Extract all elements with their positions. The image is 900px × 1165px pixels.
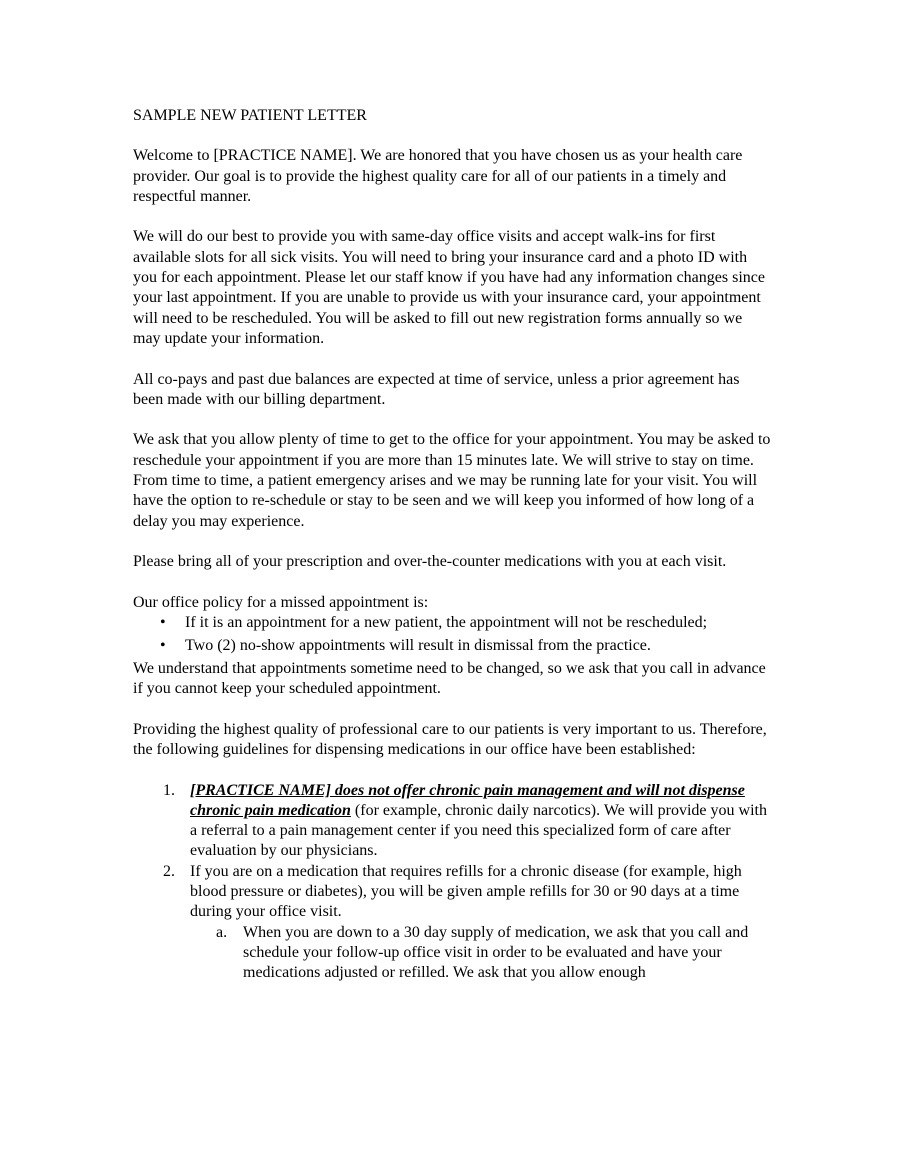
welcome-paragraph: Welcome to [PRACTICE NAME]. We are honored that you have chosen us as your health care provider. Our goal is to provide the highest quality care for all of our patients in a timely and respectful manner.	[133, 147, 743, 205]
pain-management-notice: [PRACTICE NAME] does not offer chronic pain management and will not dispense chronic pain medication	[190, 781, 745, 819]
letter-title: SAMPLE NEW PATIENT LETTER	[133, 107, 367, 124]
missed-policy-list	[133, 613, 773, 656]
list-item-number: 2.	[163, 862, 175, 880]
bullet-icon: •	[160, 614, 166, 632]
medication-guidelines-list	[133, 781, 773, 984]
list-item	[133, 862, 773, 984]
list-item	[133, 636, 773, 656]
lateness-paragraph: We ask that you allow plenty of time to get to the office for your appointment. You may be asked to reschedule your appointment if you are more than 15 minutes late. We will strive to stay on time. From time to time, a patient emergency arises and we may be running late for your visit. You will have the option to re-schedule or stay to be seen and we will keep you informed of how long of a delay you may experience.	[133, 431, 771, 530]
missed-policy-intro: Our office policy for a missed appointment is:	[133, 593, 429, 611]
visits-paragraph: We will do our best to provide you with same-day office visits and accept walk-ins for first available slots for all sick visits. You will need to bring your insurance card and a photo ID with you for each appointment. Please let our staff know if you have had any information changes since your last appointment. If you are unable to provide us with your insurance card, your appointment will need to be rescheduled. You will be asked to fill out new registration forms annually so we may update your information.	[133, 228, 765, 347]
list-item-text: If you are on a medication that requires refills for a chronic disease (for example, high blood pressure or diabetes), you will be given ample refills for 30 or 90 days at a time during your office visit.	[190, 862, 742, 921]
list-item-text: When you are down to a 30 day supply of medication, we ask that you call and schedule your follow-up office visit in order to be evaluated and have your medications adjusted or refilled. We ask that you allow enough	[243, 923, 749, 982]
list-item-text: Two (2) no-show appointments will result in dismissal from the practice.	[185, 636, 651, 654]
medications-bring-paragraph: Please bring all of your prescription and over-the-counter medications with you at each visit.	[133, 553, 727, 571]
list-item-text: If it is an appointment for a new patient, the appointment will not be rescheduled;	[185, 614, 708, 632]
medications-intro: Providing the highest quality of professional care to our patients is very important to us. Therefore, the following guidelines for dispensing medications in our office have been established:	[133, 720, 767, 758]
missed-policy-closing: We understand that appointments sometime need to be changed, so we ask that you call in advance if you cannot keep your scheduled appointment.	[133, 659, 766, 698]
list-item	[190, 923, 773, 984]
list-item	[133, 781, 773, 862]
letter-page	[133, 106, 773, 983]
bullet-icon: •	[160, 636, 166, 654]
refill-sublist	[190, 923, 773, 984]
list-item-number: 1.	[163, 781, 175, 799]
list-item	[133, 613, 773, 633]
list-item-letter: a.	[216, 923, 228, 941]
list-item-text: (for example, chronic daily narcotics). We will provide you with a referral to a pain management center if you need this specialized form of care after evaluation by our physicians.	[190, 801, 767, 860]
copay-paragraph: All co-pays and past due balances are expected at time of service, unless a prior agreement has been made with our billing department.	[133, 370, 740, 408]
